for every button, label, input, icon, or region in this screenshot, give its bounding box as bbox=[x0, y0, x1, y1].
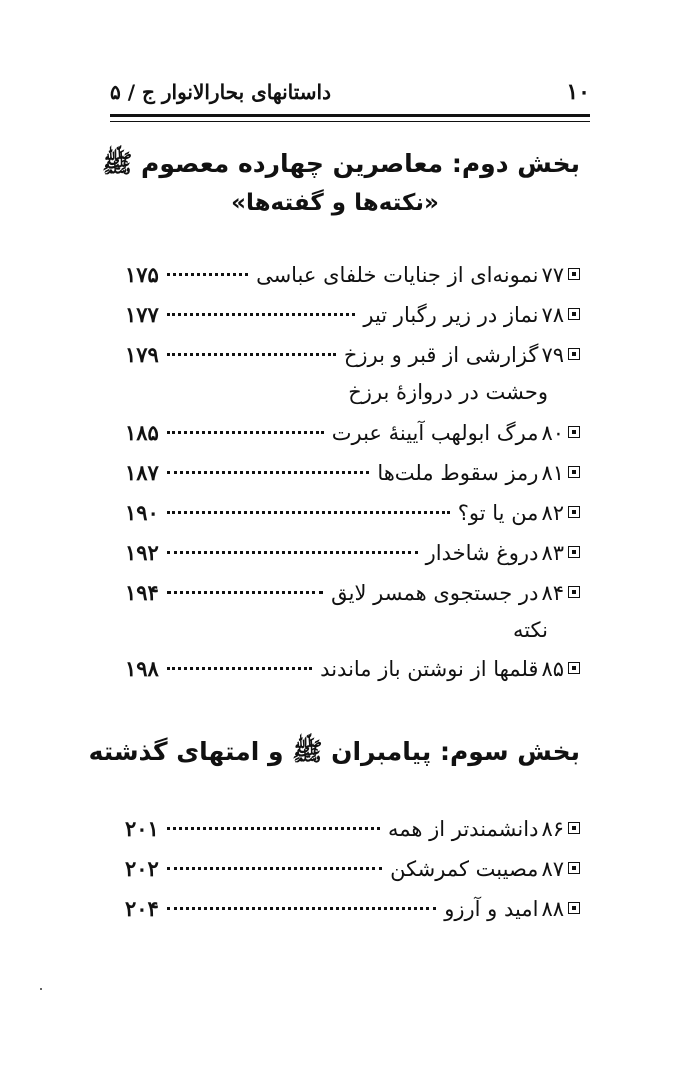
square-bullet-icon bbox=[568, 862, 580, 874]
entry-number: ۷۷ bbox=[541, 263, 564, 287]
square-bullet-icon bbox=[568, 546, 580, 558]
leader-dots bbox=[167, 511, 450, 514]
scan-speck bbox=[40, 988, 42, 990]
toc-entry[interactable] bbox=[125, 816, 580, 852]
leader-dots bbox=[167, 273, 248, 276]
entry-title: نمونه‌ای از جنایات خلفای عباسی bbox=[256, 263, 539, 287]
square-bullet-icon bbox=[568, 902, 580, 914]
entry-page: ۱۷۵ bbox=[125, 262, 159, 287]
toc-entry[interactable] bbox=[125, 580, 580, 616]
toc-entry[interactable] bbox=[125, 420, 580, 456]
leader-dots bbox=[167, 471, 369, 474]
toc-entry[interactable] bbox=[125, 342, 580, 378]
toc-entry[interactable] bbox=[125, 856, 580, 892]
section-heading: بخش دوم: معاصرین چهارده معصوم ﷺ bbox=[102, 149, 580, 178]
toc-entry[interactable] bbox=[125, 262, 580, 298]
entry-page: ۱۷۷ bbox=[125, 302, 159, 327]
entry-page: ۱۷۹ bbox=[125, 342, 159, 367]
entry-number: ۸۷ bbox=[541, 857, 564, 881]
entry-title: مرگ ابولهب آیینهٔ عبرت bbox=[331, 421, 539, 445]
toc-entry[interactable] bbox=[125, 656, 580, 692]
entry-title: نماز در زیر رگبار تیر bbox=[363, 303, 539, 327]
leader-dots bbox=[167, 551, 418, 554]
entry-number: ۸۴ bbox=[541, 581, 564, 605]
entry-page: ۱۹۲ bbox=[125, 540, 159, 565]
entry-title: دروغ شاخدار bbox=[425, 541, 539, 565]
toc-group-label: وحشت در دروازهٔ برزخ bbox=[348, 380, 548, 404]
running-header bbox=[110, 74, 590, 110]
entry-title: در جستجوی همسر لایق bbox=[331, 581, 539, 605]
leader-dots bbox=[167, 353, 336, 356]
leader-dots bbox=[167, 667, 312, 670]
entry-number: ۷۹ bbox=[541, 343, 564, 367]
header-rule-thick bbox=[110, 114, 590, 117]
toc-entry[interactable] bbox=[125, 540, 580, 576]
square-bullet-icon bbox=[568, 506, 580, 518]
section-heading: بخش سوم: پیامبران ﷺ و امتهای گذشته bbox=[88, 737, 580, 766]
entry-page: ۱۹۸ bbox=[125, 656, 159, 681]
entry-number: ۸۳ bbox=[541, 541, 564, 565]
square-bullet-icon bbox=[568, 822, 580, 834]
square-bullet-icon bbox=[568, 662, 580, 674]
entry-number: ۷۸ bbox=[541, 303, 564, 327]
square-bullet-icon bbox=[568, 466, 580, 478]
toc-group-label: نکته bbox=[512, 618, 548, 642]
toc-entry[interactable] bbox=[125, 460, 580, 496]
entry-page: ۲۰۱ bbox=[125, 816, 159, 841]
header-rule-thin bbox=[110, 121, 590, 122]
toc-entry[interactable] bbox=[125, 896, 580, 932]
entry-title: دانشمندتر از همه bbox=[387, 817, 539, 841]
entry-number: ۸۵ bbox=[541, 657, 564, 681]
entry-page: ۱۸۷ bbox=[125, 460, 159, 485]
entry-page: ۲۰۴ bbox=[125, 896, 159, 921]
leader-dots bbox=[167, 907, 436, 910]
entry-title: قلمها از نوشتن باز ماندند bbox=[320, 657, 539, 681]
leader-dots bbox=[167, 827, 380, 830]
leader-dots bbox=[167, 591, 323, 594]
entry-page: ۱۹۰ bbox=[125, 500, 159, 525]
toc-entry[interactable] bbox=[125, 500, 580, 536]
leader-dots bbox=[167, 431, 324, 434]
entry-title: گزارشی از قبر و برزخ bbox=[343, 343, 539, 367]
entry-title: من یا تو؟ bbox=[457, 501, 539, 525]
leader-dots bbox=[167, 867, 382, 870]
entry-number: ۸۰ bbox=[541, 421, 564, 445]
toc-entry[interactable] bbox=[125, 302, 580, 338]
entry-title: رمز سقوط ملت‌ها bbox=[377, 461, 539, 485]
entry-title: مصیبت کمرشکن bbox=[390, 857, 539, 881]
entry-page: ۱۸۵ bbox=[125, 420, 159, 445]
square-bullet-icon bbox=[568, 268, 580, 280]
running-title: داستانهای بحارالانوار ج / ۵ bbox=[110, 80, 332, 104]
entry-number: ۸۲ bbox=[541, 501, 564, 525]
square-bullet-icon bbox=[568, 348, 580, 360]
entry-page: ۲۰۲ bbox=[125, 856, 159, 881]
square-bullet-icon bbox=[568, 586, 580, 598]
page-number: ۱۰ bbox=[566, 79, 590, 105]
square-bullet-icon bbox=[568, 426, 580, 438]
entry-number: ۸۸ bbox=[541, 897, 564, 921]
entry-page: ۱۹۴ bbox=[125, 580, 159, 605]
entry-title: امید و آرزو bbox=[444, 897, 539, 921]
entry-number: ۸۱ bbox=[541, 461, 564, 485]
section-subheading: «نکته‌ها و گفته‌ها» bbox=[231, 190, 439, 216]
square-bullet-icon bbox=[568, 308, 580, 320]
leader-dots bbox=[167, 313, 356, 316]
entry-number: ۸۶ bbox=[541, 817, 564, 841]
